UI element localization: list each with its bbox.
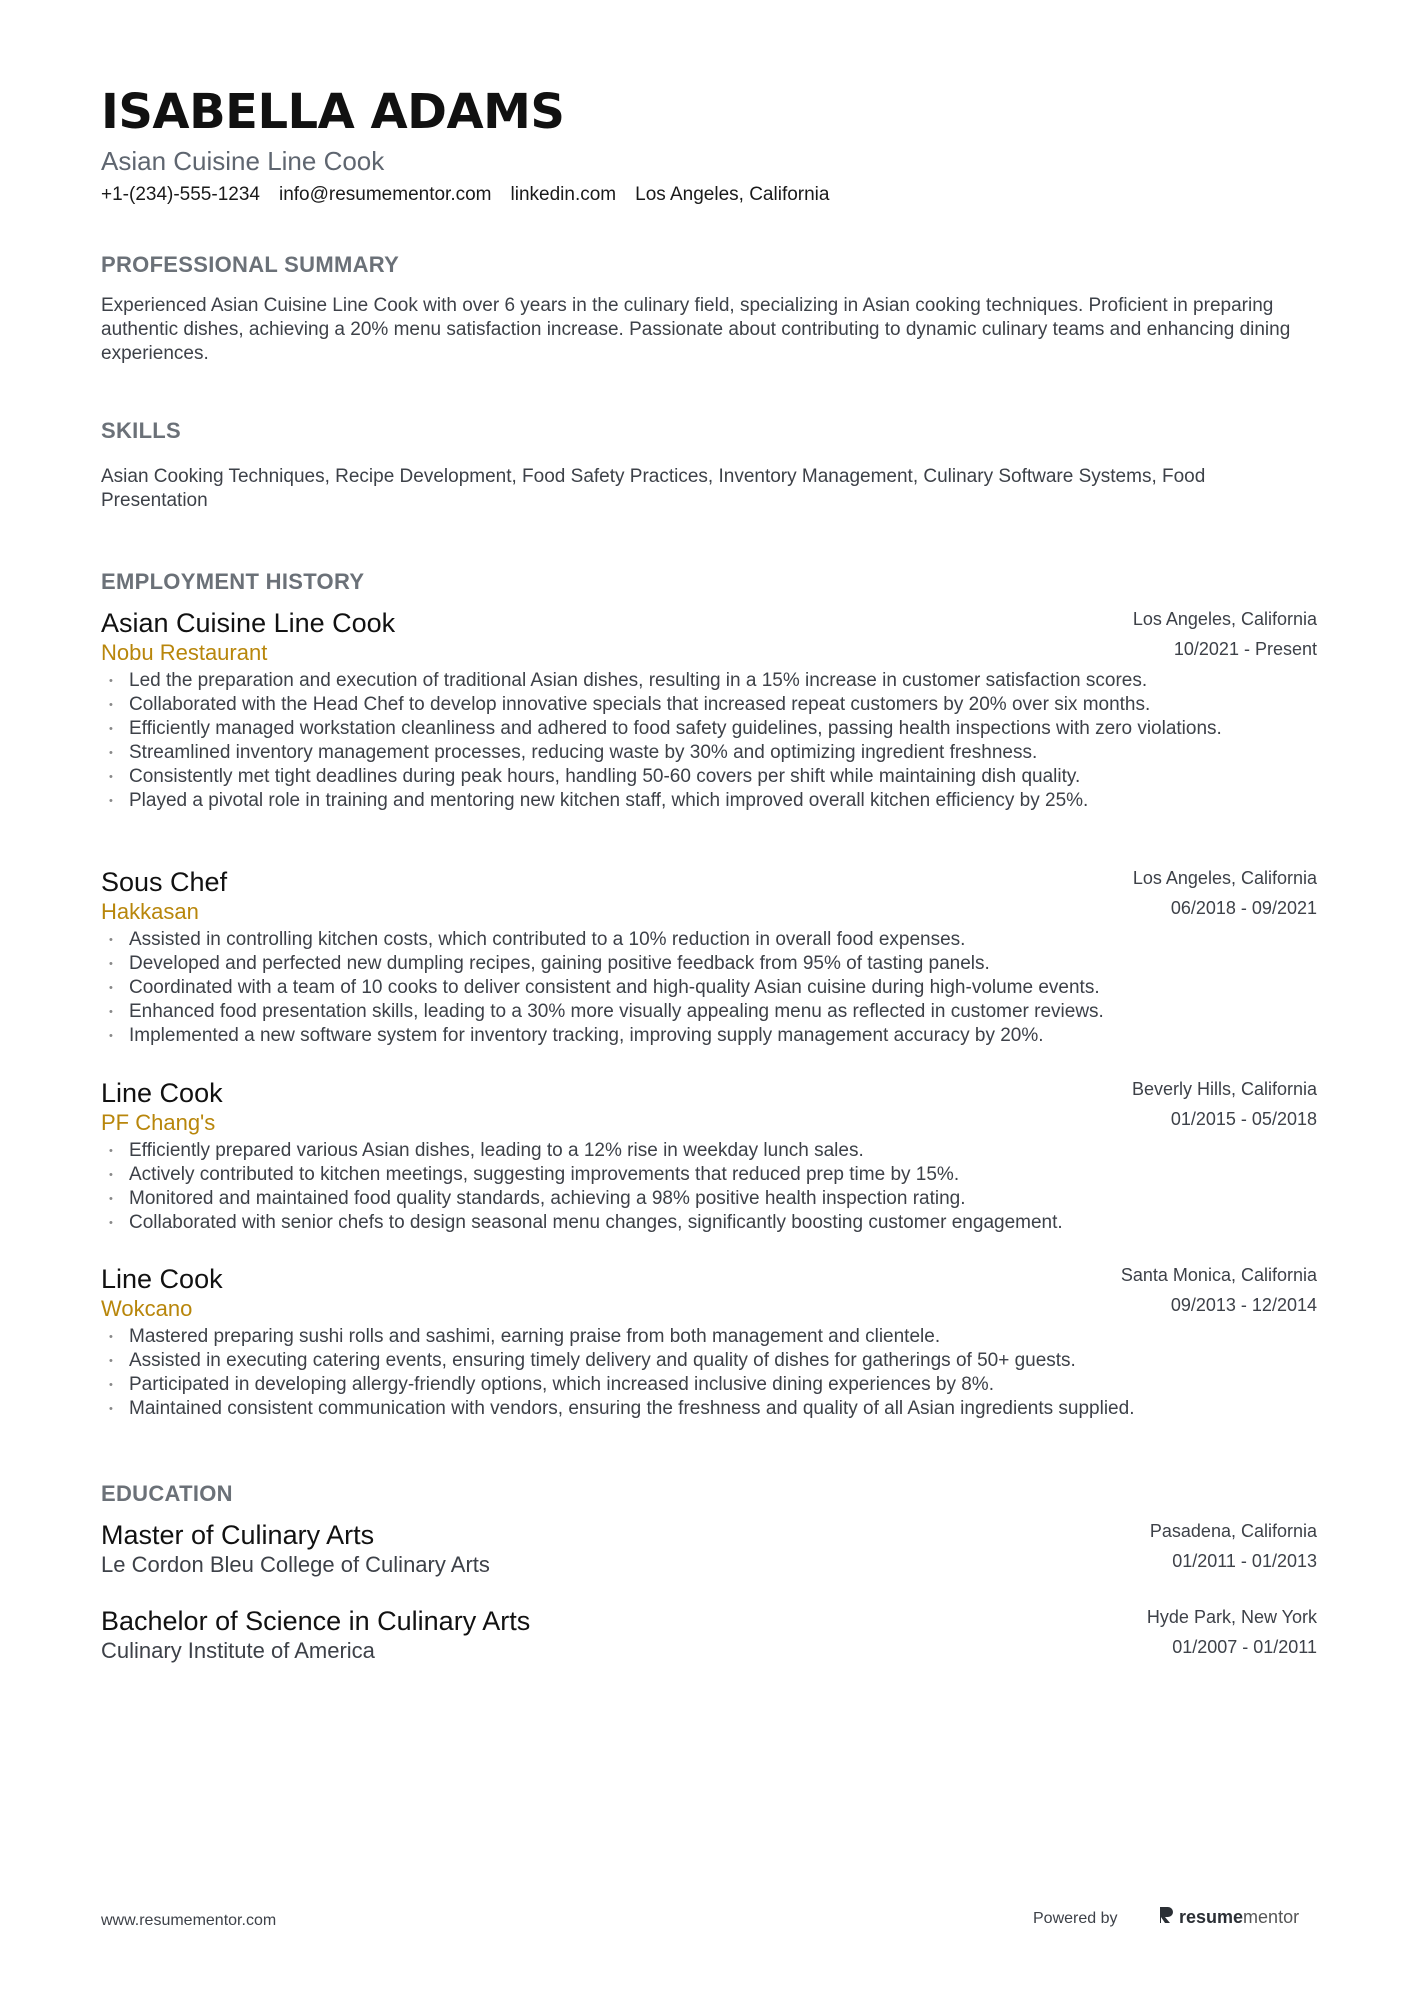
job-location: Santa Monica, California bbox=[1120, 1265, 1317, 1285]
contact-linkedin[interactable]: linkedin.com bbox=[510, 184, 617, 205]
contact-row bbox=[101, 184, 829, 206]
footer-powered-by: Powered by bbox=[1033, 1910, 1118, 1927]
bullet-item: • Efficiently prepared various Asian dishes, leading to a 12% rise in weekday lunch sales. bbox=[101, 1139, 1317, 1163]
job-location: Beverly Hills, California bbox=[1131, 1079, 1317, 1099]
candidate-title: Asian Cuisine Line Cook bbox=[101, 146, 385, 176]
contact-phone[interactable]: +1-(234)-555-1234 bbox=[101, 184, 260, 205]
bullet-item: • Maintained consistent communication with vendors, ensuring the freshness and quality of all Asian ingredients supplied. bbox=[101, 1397, 1317, 1421]
bullet-item: • Streamlined inventory management processes, reducing waste by 30% and optimizing ingredient freshness. bbox=[101, 741, 1317, 765]
skills-heading: SKILLS bbox=[101, 418, 182, 443]
summary-heading: PROFESSIONAL SUMMARY bbox=[101, 252, 400, 277]
contact-location: Los Angeles, California bbox=[635, 184, 830, 205]
footer-logo[interactable] bbox=[1158, 1905, 1299, 1930]
education-school: Le Cordon Bleu College of Culinary Arts bbox=[101, 1552, 490, 1577]
job-bullets bbox=[101, 1139, 1317, 1235]
bullet-item: • Led the preparation and execution of traditional Asian dishes, resulting in a 15% increase in customer satisfaction scores. bbox=[101, 669, 1317, 693]
job-bullets bbox=[101, 1325, 1317, 1421]
bullet-item: • Collaborated with senior chefs to design seasonal menu changes, significantly boosting customer engagement. bbox=[101, 1211, 1317, 1235]
job-bullets bbox=[101, 928, 1317, 1048]
bullet-item: • Actively contributed to kitchen meetings, suggesting improvements that reduced prep time by 15%. bbox=[101, 1163, 1317, 1187]
education-location: Hyde Park, New York bbox=[1146, 1607, 1317, 1627]
bullet-item: • Implemented a new software system for inventory tracking, improving supply management accuracy by 20%. bbox=[101, 1024, 1317, 1048]
job-entry bbox=[101, 1263, 1317, 1421]
education-dates: 01/2011 - 01/2013 bbox=[1172, 1551, 1317, 1571]
job-title: Sous Chef bbox=[101, 867, 228, 897]
skills-text: Asian Cooking Techniques, Recipe Development, Food Safety Practices, Inventory Management, Culinary Software Systems, Food Presentation bbox=[101, 466, 1206, 511]
bullet-item: • Played a pivotal role in training and mentoring new kitchen staff, which improved overall kitchen efficiency by 25%. bbox=[101, 789, 1317, 813]
job-bullets bbox=[101, 669, 1317, 813]
resumementor-logo-icon bbox=[1158, 1905, 1174, 1930]
job-entry bbox=[101, 607, 1317, 813]
bullet-item: • Assisted in controlling kitchen costs, which contributed to a 10% reduction in overall food expenses. bbox=[101, 928, 1317, 952]
bullet-item: • Consistently met tight deadlines during peak hours, handling 50-60 covers per shift while maintaining dish quality. bbox=[101, 765, 1317, 789]
bullet-item: • Enhanced food presentation skills, leading to a 30% more visually appealing menu as reflected in customer reviews. bbox=[101, 1000, 1317, 1024]
job-company: Nobu Restaurant bbox=[101, 640, 268, 665]
job-dates: 06/2018 - 09/2021 bbox=[1170, 898, 1317, 918]
summary-text: Experienced Asian Cuisine Line Cook with over 6 years in the culinary field, specializing in Asian cooking techniques. Proficient in preparing authentic dishes, achieving a 20% menu satisfaction increase. Passionate about contributing to dynamic culinary teams and enhancing dining experiences. bbox=[101, 295, 1291, 364]
education-dates: 01/2007 - 01/2011 bbox=[1172, 1637, 1317, 1657]
job-dates: 01/2015 - 05/2018 bbox=[1170, 1109, 1317, 1129]
education-heading: EDUCATION bbox=[101, 1481, 233, 1506]
bullet-item: • Coordinated with a team of 10 cooks to deliver consistent and high-quality Asian cuisine during high-volume events. bbox=[101, 976, 1317, 1000]
job-title: Line Cook bbox=[101, 1078, 223, 1108]
candidate-name: ISABELLA ADAMS bbox=[101, 84, 565, 140]
education-school: Culinary Institute of America bbox=[101, 1638, 375, 1663]
education-degree: Bachelor of Science in Culinary Arts bbox=[101, 1606, 531, 1636]
education-location: Pasadena, California bbox=[1149, 1521, 1317, 1541]
job-entry bbox=[101, 1077, 1317, 1235]
footer-brand bbox=[1179, 1907, 1299, 1928]
bullet-item: • Monitored and maintained food quality standards, achieving a 98% positive health inspection rating. bbox=[101, 1187, 1317, 1211]
footer-url[interactable]: www.resumementor.com bbox=[101, 1912, 277, 1929]
job-company: Wokcano bbox=[101, 1296, 193, 1321]
job-location: Los Angeles, California bbox=[1132, 609, 1317, 629]
job-company: Hakkasan bbox=[101, 899, 199, 924]
job-entry bbox=[101, 866, 1317, 1048]
bullet-item: • Participated in developing allergy-friendly options, which increased inclusive dining experiences by 8%. bbox=[101, 1373, 1317, 1397]
job-location: Los Angeles, California bbox=[1132, 868, 1317, 888]
bullet-item: • Efficiently managed workstation cleanliness and adhered to food safety guidelines, passing health inspections with zero violations. bbox=[101, 717, 1317, 741]
brand-light: mentor bbox=[1243, 1907, 1300, 1927]
bullet-item: • Developed and perfected new dumpling recipes, gaining positive feedback from 95% of tasting panels. bbox=[101, 952, 1317, 976]
education-entry bbox=[101, 1605, 1317, 1665]
job-title: Asian Cuisine Line Cook bbox=[101, 608, 396, 638]
education-entry bbox=[101, 1519, 1317, 1579]
education-degree: Master of Culinary Arts bbox=[101, 1520, 375, 1550]
brand-bold: resume bbox=[1179, 1907, 1244, 1927]
job-dates: 10/2021 - Present bbox=[1173, 639, 1317, 659]
job-title: Line Cook bbox=[101, 1264, 223, 1294]
bullet-item: • Assisted in executing catering events, ensuring timely delivery and quality of dishes for gatherings of 50+ guests. bbox=[101, 1349, 1317, 1373]
employment-heading: EMPLOYMENT HISTORY bbox=[101, 569, 365, 594]
contact-email[interactable]: info@resumementor.com bbox=[278, 184, 492, 205]
job-company: PF Chang's bbox=[101, 1110, 216, 1135]
job-dates: 09/2013 - 12/2014 bbox=[1170, 1295, 1317, 1315]
bullet-item: • Collaborated with the Head Chef to develop innovative specials that increased repeat customers by 20% over six months. bbox=[101, 693, 1317, 717]
bullet-item: • Mastered preparing sushi rolls and sashimi, earning praise from both management and clientele. bbox=[101, 1325, 1317, 1349]
